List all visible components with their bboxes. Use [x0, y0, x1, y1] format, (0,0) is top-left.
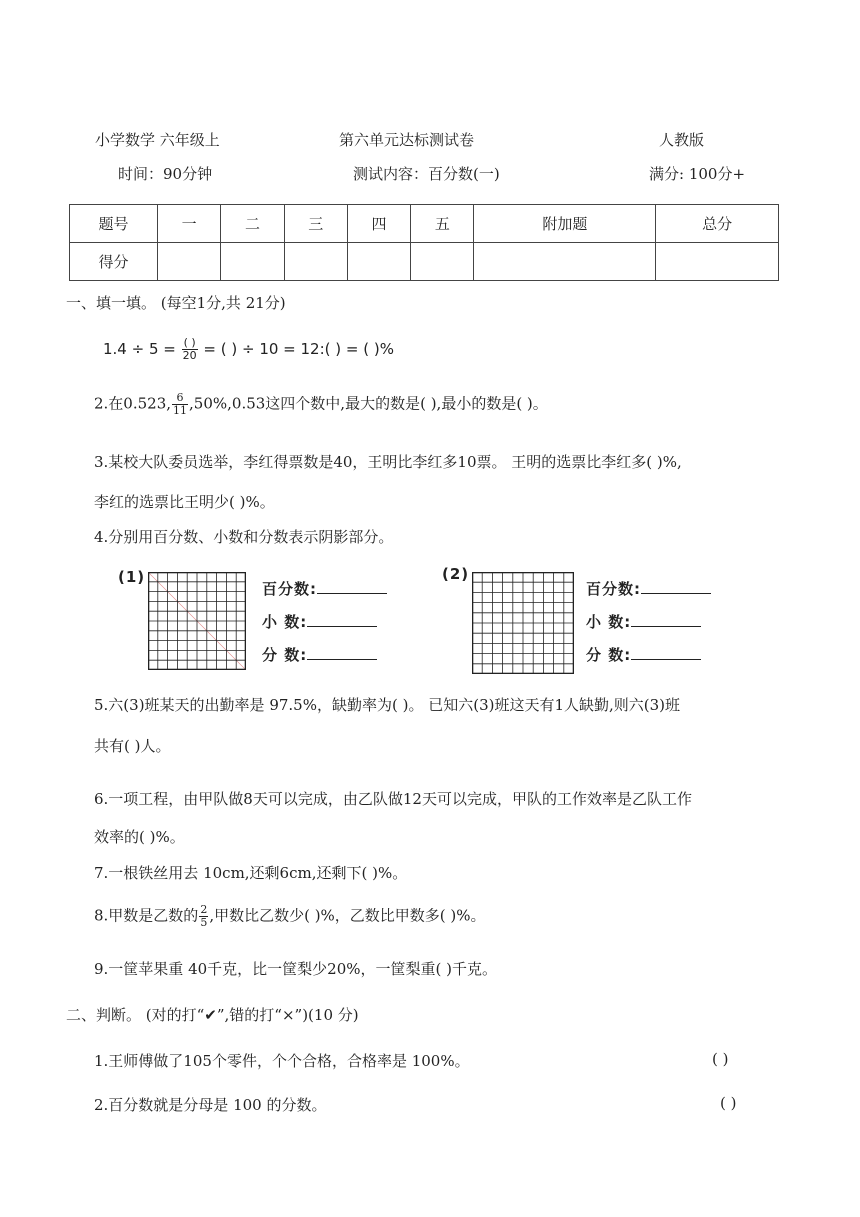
question-8 — [94, 904, 486, 929]
label-text: 小 数: — [262, 613, 308, 631]
judge-question-1: 1.王师傅做了105个零件，个个合格，合格率是 100%。 — [94, 1052, 470, 1070]
fraction-numerator: 2 — [200, 903, 208, 916]
full-score-label: 满分: 100分+ — [649, 165, 746, 183]
q8-part-a: 8.甲数是乙数的 — [94, 906, 199, 925]
answer-blank[interactable] — [631, 645, 701, 660]
q2-part-a: 2.在0.523, — [94, 394, 172, 413]
fraction-denominator: 5 — [200, 916, 208, 929]
score-input-cell[interactable] — [656, 243, 779, 281]
answer-blank[interactable] — [307, 645, 377, 660]
fig2-percent-label — [586, 578, 711, 599]
figure-2-label: (2) — [442, 565, 470, 583]
answer-blank[interactable] — [641, 579, 711, 594]
question-3-line2: 李红的选票比王明少( )%。 — [94, 493, 275, 511]
q2-part-b: ,50%,0.53这四个数中,最大的数是( ),最小的数是( )。 — [189, 394, 548, 413]
score-cell: 三 — [284, 205, 347, 243]
question-3-line1: 3.某校大队委员选举，李红得票数是40，王明比李红多10票。 王明的选票比李红多( )%, — [94, 453, 682, 471]
question-6-line1: 6.一项工程，由甲队做8天可以完成，由乙队做12天可以完成，甲队的工作效率是乙队工作 — [94, 790, 692, 808]
grid-figure-2 — [472, 572, 574, 674]
score-input-cell[interactable] — [411, 243, 474, 281]
label-text: 百分数: — [262, 580, 317, 598]
question-2 — [94, 392, 548, 417]
label-text: 百分数: — [586, 580, 641, 598]
fraction-numerator: ( ) — [183, 336, 196, 349]
fig1-decimal-label — [262, 611, 377, 632]
score-row-label: 得分 — [70, 243, 158, 281]
fig2-decimal-label — [586, 611, 701, 632]
edition-label: 人教版 — [659, 131, 705, 149]
grid-figure-1 — [148, 572, 246, 670]
score-cell: 二 — [221, 205, 284, 243]
label-text: 分 数: — [262, 646, 308, 664]
score-cell: 附加题 — [474, 205, 656, 243]
score-table — [69, 204, 779, 281]
q8-fraction — [199, 904, 208, 929]
fig1-percent-label — [262, 578, 387, 599]
score-input-cell[interactable] — [158, 243, 221, 281]
question-5-line2: 共有( )人。 — [94, 737, 171, 755]
score-input-cell[interactable] — [474, 243, 656, 281]
answer-blank[interactable] — [317, 579, 387, 594]
fraction-numerator: 6 — [172, 392, 188, 405]
fig1-fraction-label — [262, 644, 377, 665]
q1-fraction — [182, 337, 198, 362]
q1-part-a: 1.4 ÷ 5 = — [103, 340, 176, 358]
score-input-cell[interactable] — [347, 243, 410, 281]
paper-title: 第六单元达标测试卷 — [339, 131, 475, 149]
figure-1-label: (1) — [118, 568, 146, 586]
fig2-fraction-label — [586, 644, 701, 665]
question-1 — [103, 337, 394, 362]
question-4: 4.分别用百分数、小数和分数表示阴影部分。 — [94, 528, 394, 546]
score-cell: 一 — [158, 205, 221, 243]
q2-fraction — [172, 392, 188, 417]
question-9: 9.一筐苹果重 40千克，比一筐梨少20%，一筐梨重( )千克。 — [94, 960, 497, 978]
score-input-cell[interactable] — [284, 243, 347, 281]
question-6-line2: 效率的( )%。 — [94, 828, 185, 846]
q1-part-b: = ( ) ÷ 10 = 12:( ) = ( )% — [203, 340, 394, 358]
section2-title: 二、判断。 (对的打“✔”,错的打“×”)(10 分) — [66, 1006, 359, 1024]
content-label: 测试内容：百分数(一) — [353, 165, 500, 183]
question-7: 7.一根铁丝用去 10cm,还剩6cm,还剩下( )%。 — [94, 864, 408, 882]
section1-title: 一、填一填。 (每空1分,共 21分) — [66, 294, 286, 312]
score-cell: 总分 — [656, 205, 779, 243]
score-table-header-row — [70, 205, 779, 243]
judge-answer-paren-2[interactable]: ( ) — [720, 1094, 737, 1112]
time-label: 时间：90分钟 — [118, 165, 213, 183]
score-cell: 四 — [347, 205, 410, 243]
score-cell: 题号 — [70, 205, 158, 243]
question-5-line1: 5.六(3)班某天的出勤率是 97.5%，缺勤率为( )。 已知六(3)班这天有1人缺勤,则六(3)班 — [94, 696, 681, 714]
label-text: 小 数: — [586, 613, 632, 631]
score-cell: 五 — [411, 205, 474, 243]
q8-part-b: ,甲数比乙数少( )%，乙数比甲数多( )%。 — [209, 906, 486, 925]
subject-label: 小学数学 六年级上 — [95, 131, 220, 149]
answer-blank[interactable] — [631, 612, 701, 627]
fraction-denominator: 11 — [173, 404, 188, 417]
judge-answer-paren-1[interactable]: ( ) — [712, 1050, 729, 1068]
score-table-score-row — [70, 243, 779, 281]
fraction-denominator: 20 — [182, 349, 197, 362]
score-input-cell[interactable] — [221, 243, 284, 281]
label-text: 分 数: — [586, 646, 632, 664]
answer-blank[interactable] — [307, 612, 377, 627]
judge-question-2: 2.百分数就是分母是 100 的分数。 — [94, 1096, 327, 1114]
